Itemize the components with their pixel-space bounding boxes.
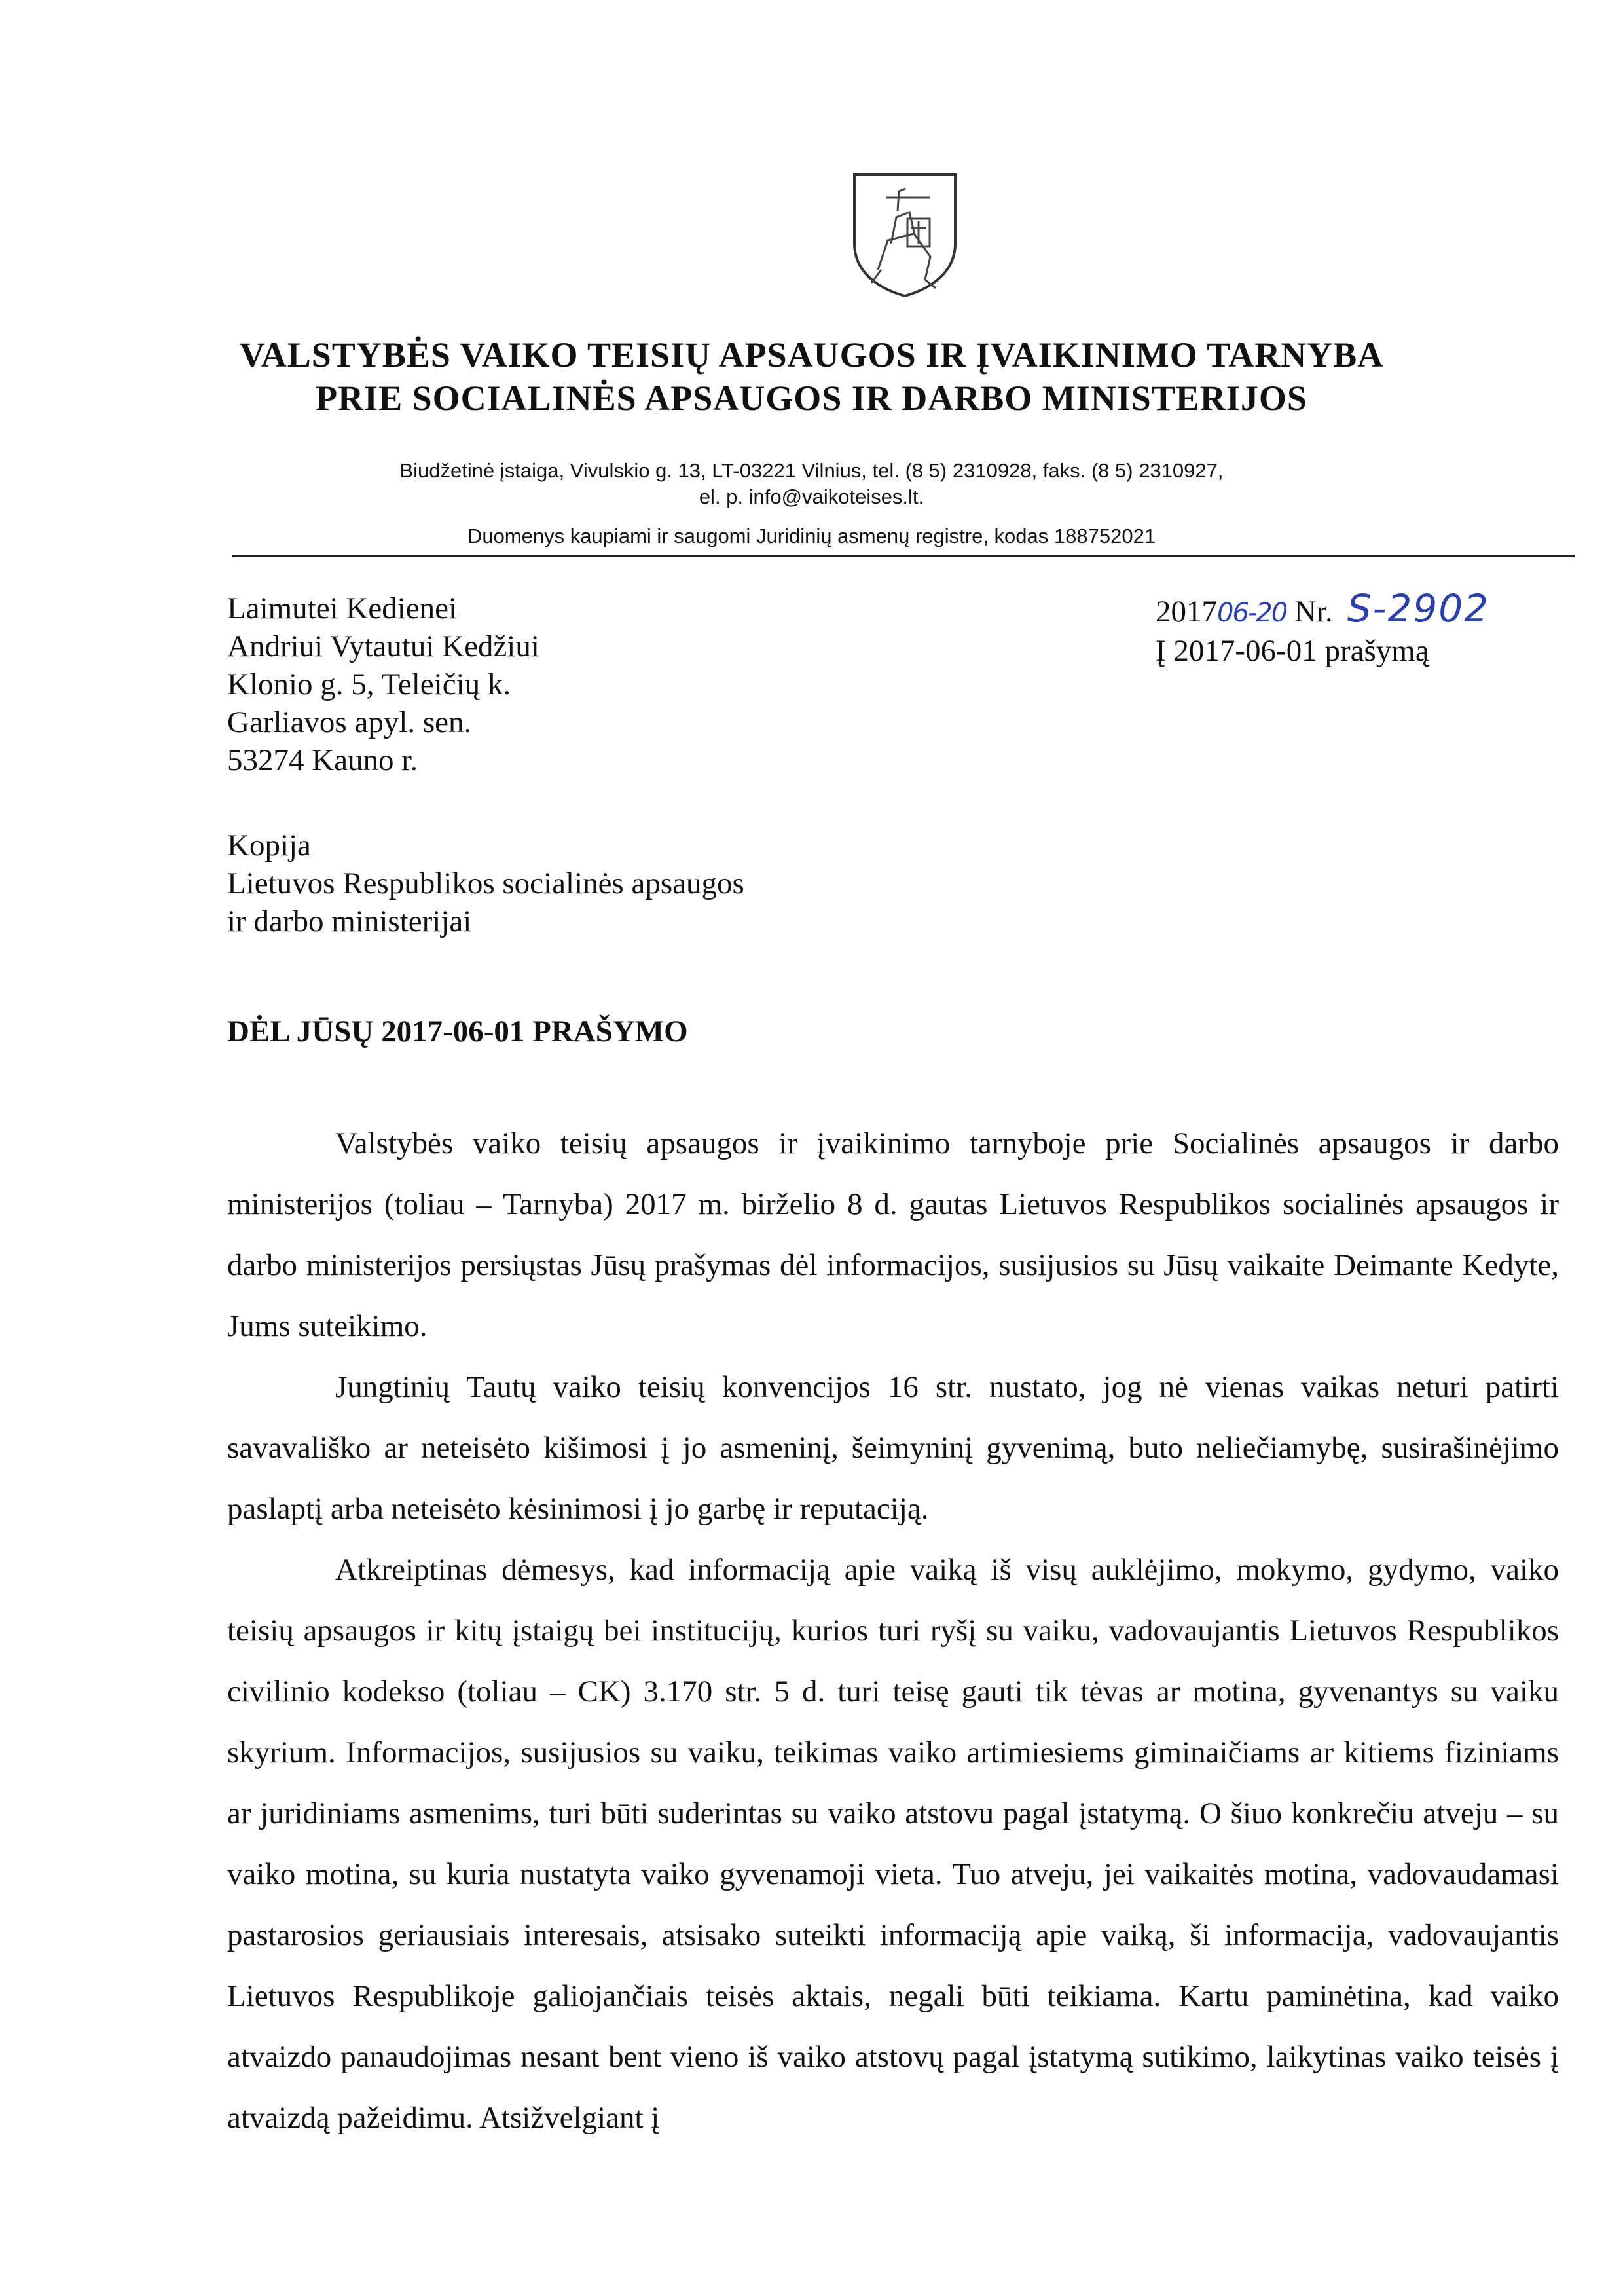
institution-title-line1: VALSTYBĖS VAIKO TEISIŲ APSAUGOS IR ĮVAIKINIMO TARNYBA <box>239 335 1384 375</box>
coat-of-arms-icon <box>852 172 958 297</box>
registry-info: Duomenys kaupiami ir saugomi Juridinių asmenų registre, kodas 188752021 <box>467 525 1156 547</box>
copy-block <box>227 826 744 940</box>
letter-subject: DĖL JŪSŲ 2017-06-01 PRAŠYMO <box>227 1014 688 1048</box>
recipient-line: Klonio g. 5, Teleičių k. <box>227 667 511 701</box>
copy-recipient-line2: ir darbo ministerijai <box>227 904 472 938</box>
date-handwritten: 06-20 <box>1217 598 1287 628</box>
recipient-line: Andriui Vytautui Kedžiui <box>227 629 539 663</box>
copy-label: Kopija <box>227 828 311 862</box>
institution-title-line2: PRIE SOCIALINĖS APSAUGOS IR DARBO MINISTERIJOS <box>316 379 1307 418</box>
body-paragraph: Valstybės vaiko teisių apsaugos ir įvaikinimo tarnyboje prie Socialinės apsaugos ir darbo ministerijos (toliau – Tarnyba) 2017 m. birželio 8 d. gautas Lietuvos Respublikos socialinės apsaugos ir darbo ministerijos persiųstas Jūsų prašymas dėl informacijos, susijusios su Jūsų vaikaite Deimante Kedyte, Jums suteikimo. <box>227 1126 1559 1343</box>
date-year: 2017 <box>1156 595 1217 629</box>
document-reference <box>1156 586 1490 670</box>
body-paragraph: Atkreiptinas dėmesys, kad informaciją apie vaiką iš visų auklėjimo, mokymo, gydymo, vaiko teisių apsaugos ir kitų įstaigų bei institucijų, kurios turi ryšį su vaiku, vadovaujantis Lietuvos Respublikos civilinio kodekso (toliau – CK) 3.170 str. 5 d. turi teisę gauti tik tėvas ar motina, gyvenantys su vaiku skyrium. Informacijos, susijusios su vaiku, teikimas vaiko artimiesiems giminaičiams ar kitiems fiziniams ar juridiniams asmenims, turi būti suderintas su vaiko atstovu pagal įstatymą. O šiuo konkrečiu atveju – su vaiko motina, su kuria nustatyta vaiko gyvenamoji vieta. Tuo atveju, jei vaikaitės motina, vadovaudamasi pastarosios geriausiais interesais, atsisako suteikti informaciją apie vaiką, ši informacija, vadovaujantis Lietuvos Respublikoje galiojančiais teisės aktais, negali būti teikiama. Kartu paminėtina, kad vaiko atvaizdo panaudojimas nesant bent vieno iš vaiko atstovų pagal įstatymą sutikimo, laikytinas vaiko teisės į atvaizdą pažeidimu. Atsižvelgiant į <box>227 1553 1559 2135</box>
document-number-handwritten: S-2902 <box>1347 586 1490 631</box>
contact-address: Biudžetinė įstaiga, Vivulskio g. 13, LT-03221 Vilnius, tel. (8 5) 2310928, faks. (8 5) 2310927, <box>399 459 1224 482</box>
recipient-line: Laimutei Kedienei <box>227 591 458 625</box>
recipient-line: Garliavos apyl. sen. <box>227 705 472 739</box>
recipient-line: 53274 Kauno r. <box>227 743 418 777</box>
copy-recipient-line1: Lietuvos Respublikos socialinės apsaugos <box>227 866 744 900</box>
date-number-line <box>1156 586 1490 632</box>
body-paragraph: Jungtinių Tautų vaiko teisių konvencijos 16 str. nustato, jog nė vienas vaikas neturi patirti savavališko ar neteisėto kišimosi į jo asmeninį, šeimyninį gyvenimą, buto neliečiamybę, susirašinėjimo paslaptį arba neteisėto kėsinimosi į jo garbę ir reputaciją. <box>227 1370 1559 1526</box>
reply-reference: Į 2017-06-01 prašymą <box>1156 634 1429 668</box>
number-label: Nr. <box>1294 595 1333 629</box>
letter-body <box>227 1113 1559 2149</box>
recipient-block <box>227 589 539 779</box>
contact-email: el. p. info@vaikoteises.lt. <box>699 485 924 508</box>
header-divider <box>232 555 1575 557</box>
